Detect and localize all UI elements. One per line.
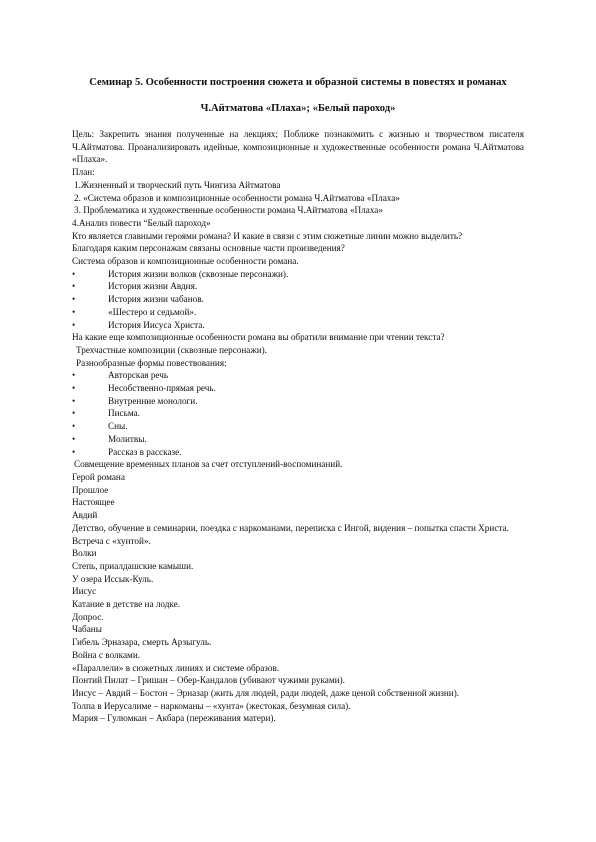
text-line: Волки	[72, 548, 97, 559]
text-line: Иисус	[72, 586, 97, 597]
page-title: Семинар 5. Особенности построения сюжета и образной системы в повестях и романах Ч.Айтматова «Плаха»; «Белый пароход»	[89, 77, 507, 114]
text-line: Прошлое	[72, 484, 109, 495]
forms-list	[72, 369, 524, 458]
text-line: Иисус – Авдий – Бостон – Эрназар (жить для людей, ради людей, даже ценой собственной жизни).	[72, 687, 460, 698]
text-line: Степь, приалдашские камыши.	[72, 560, 194, 571]
combination-text: Совмещение временных планов за счет отступлений-воспоминаний.	[74, 459, 343, 470]
list-item: • Молитвы.	[72, 433, 524, 446]
text-line: «Параллели» в сюжетных линиях и системе образов.	[72, 662, 280, 673]
list-item: • История Иисуса Христа.	[72, 319, 524, 332]
document-body	[72, 128, 524, 725]
text-line: Встреча с «хунтой».	[72, 535, 151, 546]
question-connecting-characters: Благодаря каким персонажам связаны основные части произведения?	[72, 243, 345, 254]
plan-item: 3. Проблематика и художественные особенности романа Ч.Айтматова «Плаха»	[74, 205, 383, 216]
goal-paragraph: Цель: Закрепить знания полученные на лекциях; Поближе познакомить с жизнью и творчеством писателя Ч.Айтматова. Проанализировать идейные, композиционные и художественные особенности романа Ч.Айтматова «Плаха».	[72, 129, 524, 165]
text-line: Толпа в Иерусалиме – наркоманы – «хунта» (жестокая, безумная сила).	[72, 700, 351, 711]
text-line: Гибель Эрназара, смерть Арзыгуль.	[72, 637, 212, 648]
text-line: Настоящее	[72, 497, 115, 508]
list-item: • Авторская речь	[72, 369, 524, 382]
list-item: • Внутренние монологи.	[72, 395, 524, 408]
plan-label: План:	[72, 167, 95, 178]
forms-label: Разнообразные формы повествования:	[76, 357, 227, 368]
text-line: Война с волками.	[72, 649, 141, 660]
list-item: • Несобственно-прямая речь.	[72, 382, 524, 395]
question-composition: На какие еще композиционные особенности романа вы обратили внимание при чтении текста?	[72, 332, 445, 343]
list-item: • «Шестеро и седьмой».	[72, 306, 524, 319]
list-item: • История жизни волков (сквозные персонажи).	[72, 268, 524, 281]
text-line: Авдий	[72, 510, 98, 521]
list-item: • Сны.	[72, 420, 524, 433]
text-line: Катание в детстве на лодке.	[72, 599, 181, 610]
list-item: • Рассказ в рассказе.	[72, 446, 524, 459]
three-part-composition: Трехчастные композиции (сквозные персонажи).	[76, 344, 267, 355]
question-main-heroes: Кто является главными героями романа? И какие в связи с этим сюжетные линии можно выделить?	[72, 230, 463, 241]
text-line: Детство, обучение в семинарии, поездка с наркоманами, переписка с Ингой, видения – попытка спасти Христа.	[72, 522, 509, 533]
list-item: • История жизни Авдия.	[72, 280, 524, 293]
plan-item: 1.Жизненный и творческий путь Чингиза Айтматова	[74, 179, 281, 190]
text-line: Понтий Пилат – Гришан – Обер-Кандалов (убивают чужими руками).	[72, 675, 345, 686]
text-line: Чабаны	[72, 624, 102, 635]
stories-list	[72, 268, 524, 332]
list-item: • История жизни чабанов.	[72, 293, 524, 306]
text-line: У озера Иссык-Куль.	[72, 573, 154, 584]
plan-item: 2. «Система образов и композиционные особенности романа Ч.Айтматова «Плаха»	[74, 192, 400, 203]
text-line: Мария – Гулюмкан – Акбара (переживания матери).	[72, 713, 276, 724]
list-item: • Письма.	[72, 407, 524, 420]
plan-item: 4.Анализ повести “Белый пароход»	[72, 217, 211, 228]
text-line: Герой романа	[72, 471, 125, 482]
text-line: Допрос.	[72, 611, 104, 622]
system-label: Система образов и композиционные особенности романа.	[72, 256, 299, 267]
